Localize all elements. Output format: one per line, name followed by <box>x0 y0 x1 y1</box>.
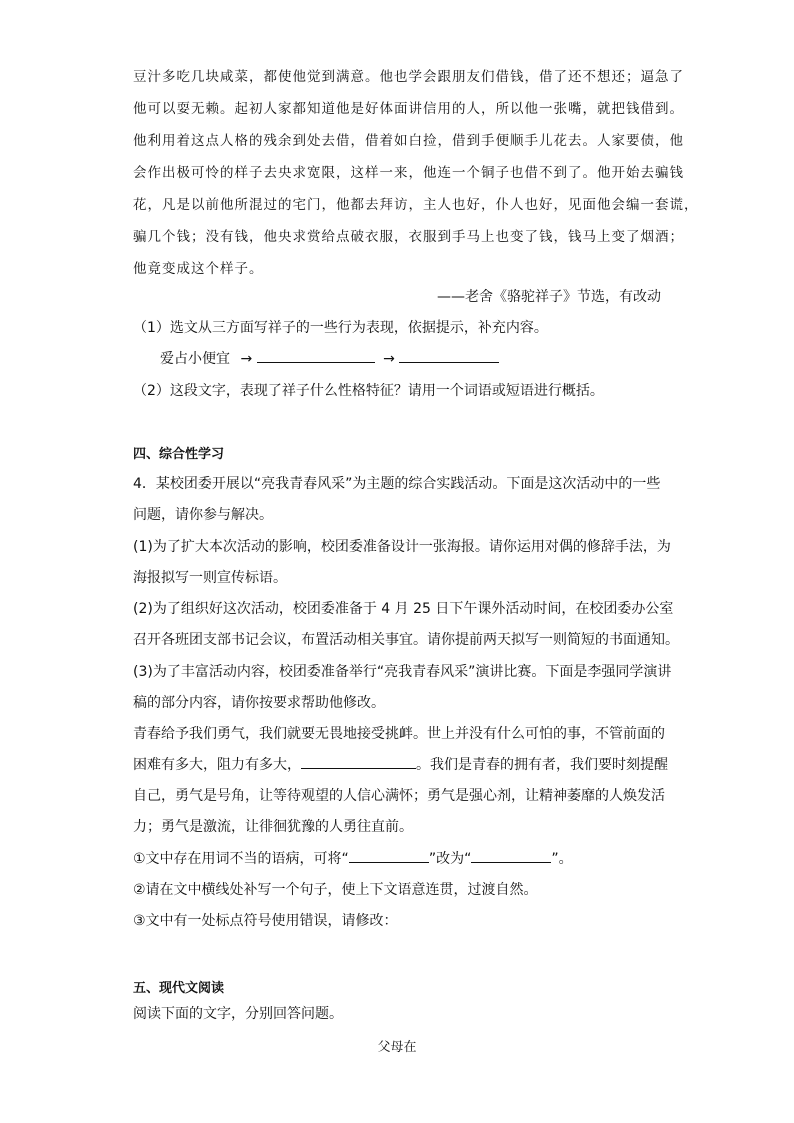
item-3: (3)为了丰富活动内容，校团委准备举行“亮我青春风采”演讲比赛。下面是李强同学演讲 <box>133 664 672 680</box>
excerpt-line: 花，凡是以前他所混过的宅门，他都去拜访，主人也好，仆人也好，见面他会编一套谎， <box>133 197 699 213</box>
excerpt-line: 他竟变成这个样子。 <box>133 261 264 277</box>
sub-question-3: ③文中有一处标点符号使用错误，请修改： <box>133 913 398 929</box>
section-heading: 四、综合性学习 <box>133 447 225 462</box>
arrow-icon: → <box>383 351 395 367</box>
answer-blank[interactable] <box>257 348 375 363</box>
question-2: （2）这段文字，表现了祥子什么性格特征？请用一个词语或短语进行概括。 <box>133 383 604 399</box>
excerpt-line: 骗几个钱；没有钱，他央求赏给点破衣服，衣服到手马上也变了钱，钱马上变了烟酒； <box>133 229 684 245</box>
item-1: 海报拟写一则宣传标语。 <box>133 570 287 586</box>
sub-question-2: ②请在文中横线处补写一个句子，使上下文语意连贯，过渡自然。 <box>133 882 538 898</box>
answer-blank[interactable] <box>349 848 429 863</box>
item-3: 稿的部分内容，请你按要求帮助他修改。 <box>133 695 385 711</box>
hint-label: 爱占小便宜 <box>160 351 230 367</box>
excerpt-source: ——老舍《骆驼祥子》节选，有改动 <box>437 289 661 305</box>
question-1-hint-row <box>160 348 499 368</box>
sub-question-1 <box>133 848 573 868</box>
question-1: （1）选文从三方面写祥子的一些行为表现，依据提示，补充内容。 <box>133 320 548 336</box>
excerpt-line: 豆汁多吃几块咸菜，都使他觉到满意。他也学会跟朋友们借钱，借了还不想还；逼急了 <box>133 69 684 85</box>
item-2: 召开各班团支部书记会议，布置活动相关事宜。请你提前两天拟写一则简短的书面通知。 <box>133 632 679 648</box>
speech-text: 力；勇气是激流，让徘徊犹豫的人勇往直前。 <box>133 819 413 835</box>
excerpt-line: 他利用着这点人格的残余到处去借，借着如白捡，借到手便顺手儿花去。人家要债，他 <box>133 133 684 149</box>
section-instruction: 阅读下面的文字，分别回答问题。 <box>133 1006 343 1022</box>
excerpt-line: 会作出极可怜的样子去央求宽限，这样一来，他连一个铜子也借不到了。他开始去骗钱 <box>133 165 684 181</box>
answer-blank[interactable] <box>301 754 416 769</box>
question-4-intro: 4．某校团委开展以“亮我青春风采”为主题的综合实践活动。下面是这次活动中的一些 <box>133 476 661 492</box>
sub-question-text: ”。 <box>551 851 573 867</box>
speech-text: 自己，勇气是号角，让等待观望的人信心满怀；勇气是强心剂，让精神萎靡的人焕发活 <box>133 788 665 804</box>
speech-text: 青春给予我们勇气，我们就要无畏地接受挑衅。世上并没有什么可怕的事，不管前面的 <box>133 726 665 742</box>
answer-blank[interactable] <box>471 848 551 863</box>
item-2: (2)为了组织好这次活动，校团委准备于 4 月 25 日下午课外活动时间，在校团委办公室 <box>133 601 674 617</box>
item-1: (1)为了扩大本次活动的影响，校团委准备设计一张海报。请你运用对偶的修辞手法，为 <box>133 539 671 555</box>
excerpt-line: 他可以耍无赖。起初人家都知道他是好体面讲信用的人，所以他一张嘴，就把钱借到。 <box>133 101 684 117</box>
speech-text: 困难有多大，阻力有多大， <box>133 757 301 773</box>
speech-text: 。我们是青春的拥有者，我们要时刻提醒 <box>416 757 668 773</box>
speech-text-row <box>133 754 668 774</box>
sub-question-text: ①文中存在用词不当的语病，可将“ <box>133 851 349 867</box>
arrow-icon: → <box>240 351 253 367</box>
sub-question-text: ”改为“ <box>428 851 472 867</box>
question-4-intro: 问题，请你参与解决。 <box>133 507 273 523</box>
section-heading: 五、现代文阅读 <box>133 981 225 996</box>
next-article-title: 父母在 <box>377 1040 417 1055</box>
answer-blank[interactable] <box>399 348 499 363</box>
